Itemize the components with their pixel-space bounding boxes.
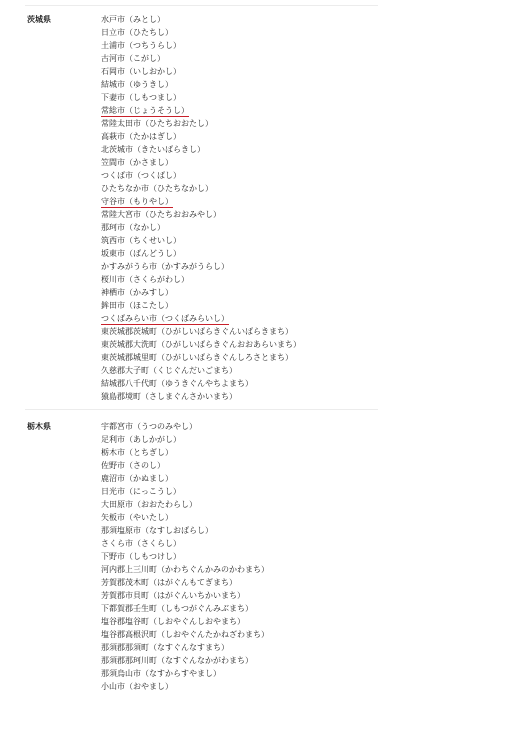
city-list-item <box>101 446 269 459</box>
city-list-item <box>101 91 301 104</box>
city-list-item <box>101 169 301 182</box>
city-name: 桜川市（さくらがわし） <box>101 275 189 284</box>
city-name: 結城市（ゆうきし） <box>101 80 173 89</box>
city-name: 守谷市（もりやし） <box>101 197 173 206</box>
city-list-item <box>101 338 301 351</box>
city-name: 芳賀郡市貝町（はがぐんいちかいまち） <box>101 591 245 600</box>
city-list-item <box>101 667 269 680</box>
city-list-item <box>101 511 269 524</box>
city-name: 常陸大宮市（ひたちおおみやし） <box>101 210 221 219</box>
city-list-item <box>101 576 269 589</box>
city-list-item <box>101 78 301 91</box>
city-name: 那珂市（なかし） <box>101 223 165 232</box>
city-name: 下妻市（しもつまし） <box>101 93 181 102</box>
city-name: 栃木市（とちぎし） <box>101 448 173 457</box>
city-name: 佐野市（さのし） <box>101 461 165 470</box>
city-list-item <box>101 654 269 667</box>
city-name: 小山市（おやまし） <box>101 682 173 691</box>
city-list-item <box>101 325 301 338</box>
city-name: 坂東市（ばんどうし） <box>101 249 181 258</box>
city-list-item <box>101 130 301 143</box>
prefecture-label: 茨城県 <box>27 15 51 24</box>
city-name: 芳賀郡茂木町（はがぐんもてぎまち） <box>101 578 237 587</box>
city-list-item <box>101 208 301 221</box>
city-list <box>101 13 301 403</box>
city-name: 水戸市（みとし） <box>101 15 165 24</box>
city-list-item <box>101 420 269 433</box>
city-list-item <box>101 143 301 156</box>
city-list-item <box>101 498 269 511</box>
city-list-item <box>101 260 301 273</box>
city-list-item <box>101 351 301 364</box>
prefecture-label: 栃木県 <box>27 422 51 431</box>
city-list-item <box>101 537 269 550</box>
city-list-item <box>101 234 301 247</box>
city-list-item <box>101 589 269 602</box>
city-name: 塩谷郡高根沢町（しおやぐんたかねざわまち） <box>101 630 269 639</box>
city-name: 東茨城郡大洗町（ひがしいばらきぐんおおあらいまち） <box>101 340 301 349</box>
city-list-item <box>101 602 269 615</box>
city-name: 古河市（こがし） <box>101 54 165 63</box>
city-name: 筑西市（ちくせいし） <box>101 236 181 245</box>
city-list-item <box>101 247 301 260</box>
city-list-item <box>101 26 301 39</box>
city-list-item <box>101 563 269 576</box>
city-list-item <box>101 550 269 563</box>
city-name: 常総市（じょうそうし） <box>101 106 189 115</box>
city-list-item <box>101 65 301 78</box>
city-name: 東茨城郡城里町（ひがしいばらきぐんしろさとまち） <box>101 353 293 362</box>
city-list-item <box>101 286 301 299</box>
city-list <box>101 420 269 693</box>
city-name: 鹿沼市（かぬまし） <box>101 474 173 483</box>
city-name: 神栖市（かみすし） <box>101 288 173 297</box>
city-name: 土浦市（つちうらし） <box>101 41 181 50</box>
city-name: 石岡市（いしおかし） <box>101 67 181 76</box>
city-name: 塩谷郡塩谷町（しおやぐんしおやまち） <box>101 617 245 626</box>
city-name: 足利市（あしかがし） <box>101 435 181 444</box>
city-name: つくばみらい市（つくばみらいし） <box>101 314 229 323</box>
city-name: さくら市（さくらし） <box>101 539 181 548</box>
city-name: 下野市（しもつけし） <box>101 552 181 561</box>
city-name: 久慈郡大子町（くじぐんだいごまち） <box>101 366 237 375</box>
city-name: 下都賀郡壬生町（しもつがぐんみぶまち） <box>101 604 253 613</box>
city-list-item <box>101 39 301 52</box>
city-list-item <box>101 299 301 312</box>
city-name: 笠間市（かさまし） <box>101 158 173 167</box>
city-list-item <box>101 364 301 377</box>
city-name: 東茨城郡茨城町（ひがしいばらきぐんいばらきまち） <box>101 327 293 336</box>
city-list-item <box>101 104 301 117</box>
city-name: 高萩市（たかはぎし） <box>101 132 181 141</box>
city-name: つくば市（つくばし） <box>101 171 181 180</box>
city-name: 日光市（にっこうし） <box>101 487 181 496</box>
city-name: 日立市（ひたちし） <box>101 28 173 37</box>
city-name: 常陸太田市（ひたちおおたし） <box>101 119 213 128</box>
city-name: 大田原市（おおたわらし） <box>101 500 197 509</box>
city-name: 那須郡那須町（なすぐんなすまち） <box>101 643 229 652</box>
city-list-item <box>101 156 301 169</box>
city-list-item <box>101 459 269 472</box>
city-list-item <box>101 524 269 537</box>
city-list-item <box>101 472 269 485</box>
city-name: ひたちなか市（ひたちなかし） <box>101 184 213 193</box>
city-list-item <box>101 312 301 325</box>
city-list-item <box>101 377 301 390</box>
city-name: 鉾田市（ほこたし） <box>101 301 173 310</box>
city-list-item <box>101 433 269 446</box>
city-list-item <box>101 117 301 130</box>
city-name: かすみがうら市（かすみがうらし） <box>101 262 229 271</box>
city-list-item <box>101 615 269 628</box>
city-name: 宇都宮市（うつのみやし） <box>101 422 197 431</box>
city-list-item <box>101 221 301 234</box>
city-list-item <box>101 390 301 403</box>
city-name: 那須烏山市（なすからすやまし） <box>101 669 221 678</box>
city-list-item <box>101 52 301 65</box>
city-name: 結城郡八千代町（ゆうきぐんやちよまち） <box>101 379 253 388</box>
city-list-item <box>101 485 269 498</box>
city-list-item <box>101 641 269 654</box>
city-list-item <box>101 628 269 641</box>
city-name: 那須郡那珂川町（なすぐんなかがわまち） <box>101 656 253 665</box>
city-name: 那須塩原市（なすしおばらし） <box>101 526 213 535</box>
city-name: 河内郡上三川町（かわちぐんかみのかわまち） <box>101 565 269 574</box>
city-list-item <box>101 182 301 195</box>
city-list-item <box>101 195 301 208</box>
city-list-item <box>101 680 269 693</box>
city-name: 猿島郡境町（さしまぐんさかいまち） <box>101 392 237 401</box>
city-name: 北茨城市（きたいばらきし） <box>101 145 205 154</box>
city-name: 矢板市（やいたし） <box>101 513 173 522</box>
top-divider <box>25 5 378 6</box>
city-list-item <box>101 13 301 26</box>
section-divider <box>25 409 378 410</box>
city-list-item <box>101 273 301 286</box>
